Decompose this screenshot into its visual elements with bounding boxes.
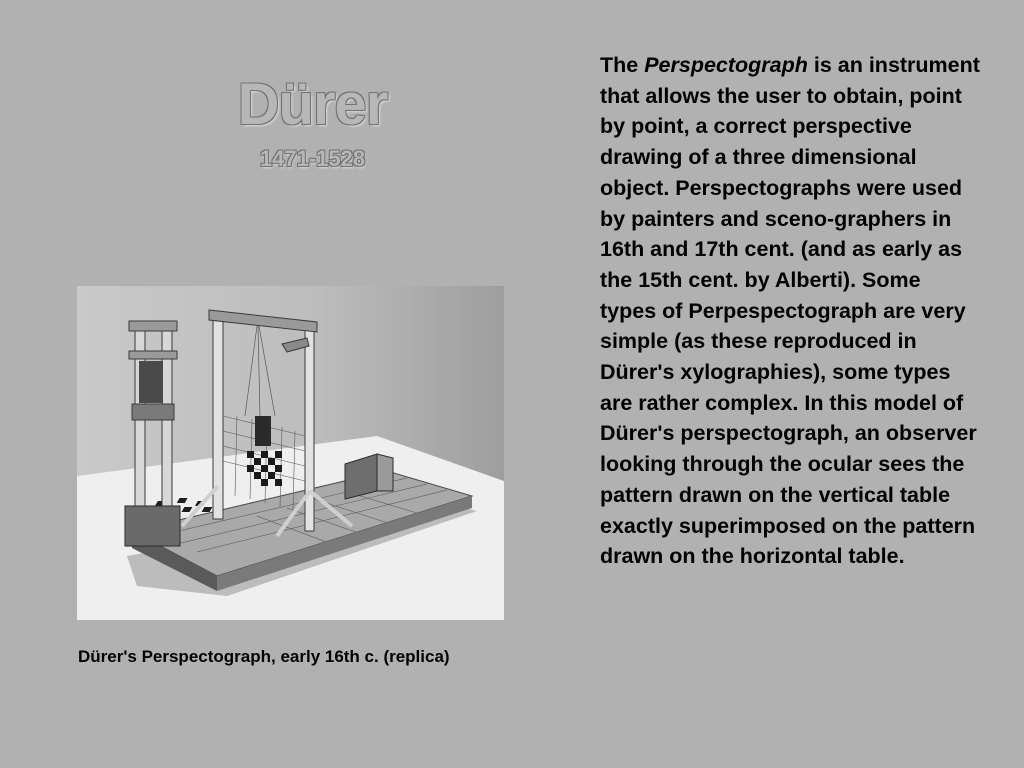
description-paragraph	[600, 50, 980, 572]
photo-caption: Dürer's Perspectograph, early 16th c. (replica)	[78, 647, 450, 666]
perspectograph-photo	[77, 286, 504, 620]
slide-subtitle-dates: 1471-1528	[259, 146, 366, 171]
description-prefix: The	[600, 53, 645, 77]
description-body: is an instrument that allows the user to obtain, point by point, a correct perspective drawing of a three dimensional object. Perspectographs were used by painters and sceno-graphers in 16th and 17th cent. (and as early as the 15th cent. by Alberti). Some types of Perpespectograph are very simple (as these reproduced in Dürer's xylographies), some types are rather complex. In this model of Dürer's perspectograph, an observer looking through the ocular sees the pattern drawn on the vertical table exactly superimposed on the pattern drawn on the horizontal table.	[600, 53, 980, 569]
slide-title: Dürer	[237, 72, 388, 137]
description-text	[600, 50, 980, 572]
description-term: Perspectograph	[644, 53, 808, 77]
